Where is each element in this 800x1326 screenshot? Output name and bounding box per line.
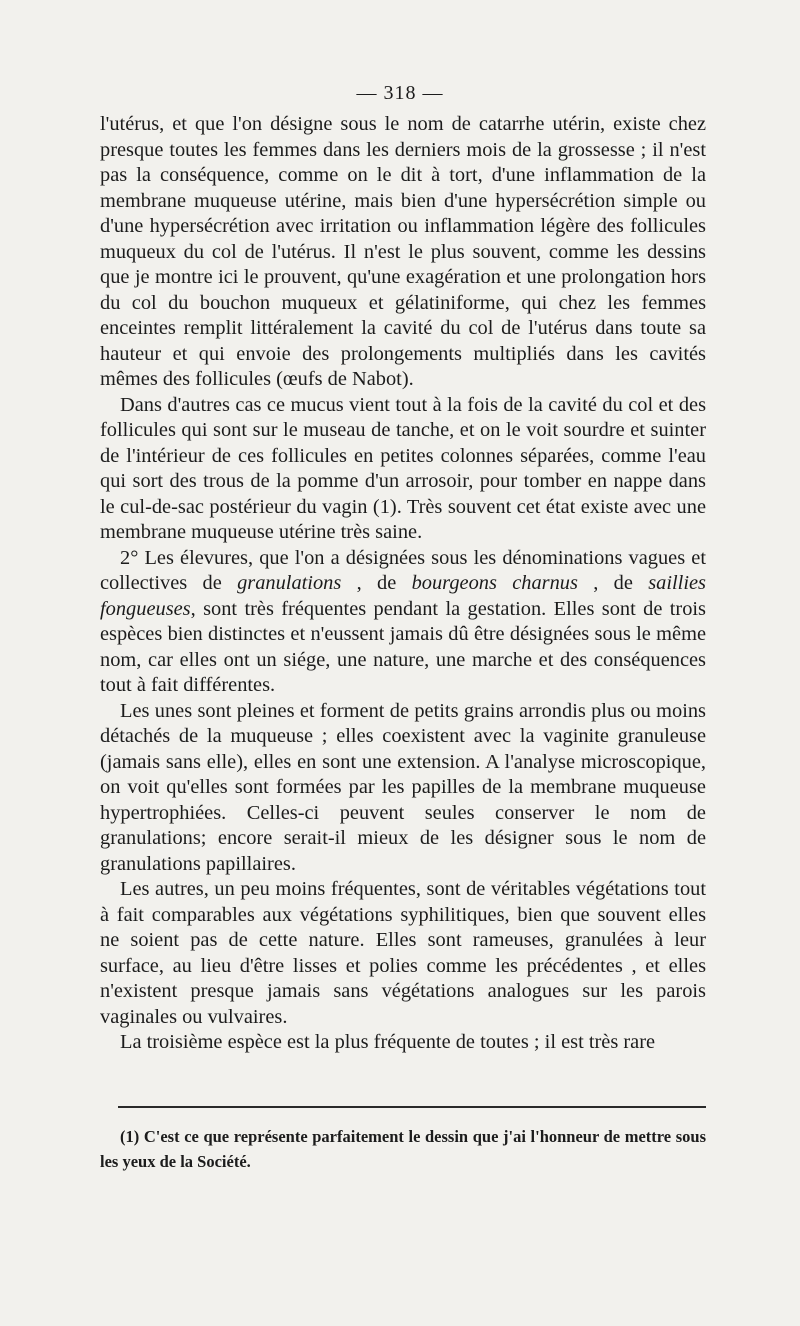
paragraph-6: La troisième espèce est la plus fréquente de toutes ; il est très rare	[120, 1031, 656, 1053]
paragraph-3-text-1: 2° Les élevures, que l'on a désignées sous les dénominations vagues et collectives de	[100, 546, 706, 594]
paragraph-4: Les unes sont pleines et forment de petits grains arrondis plus ou moins détachés de la muqueuse ; elles coexistent avec la vaginite granuleuse (jamais sans elle), elles en sont une extension. A l'analyse microscopique, on voit qu'elles sont formées par les papilles de la membrane muqueuse hypertrophiées. Celles-ci peuvent seules conserver le nom de granulations; encore serait-il mieux de les désigner sous le nom de granulations papillaires.	[100, 699, 706, 875]
footnote: (1) C'est ce que représente parfaitement le dessin que j'ai l'honneur de mettre sous les yeux de la Société.	[100, 1127, 706, 1171]
italic-granulations: granulations	[237, 572, 342, 594]
paragraph-3-text-2: , de	[341, 572, 412, 594]
page-number: — 318 —	[356, 82, 444, 104]
paragraph-5: Les autres, un peu moins fréquentes, sont de véritables végétations tout à fait comparables aux végétations syphilitiques, bien que souvent elles ne soient pas de cette nature. Elles sont rameuses, granulées à leur surface, au lieu d'être lisses et polies comme les précédentes , et elles n'existent presque jamais sans végétations analogues sur les parois vaginales ou vulvaires.	[100, 878, 706, 1028]
paragraph-3-text-3: , de	[577, 572, 649, 594]
paragraph-1: l'utérus, et que l'on désigne sous le nom de catarrhe utérin, existe chez presque toutes les femmes dans les derniers mois de la grossesse ; il n'est pas la conséquence, comme on le dit à tort, d'une inflammation de la membrane muqueuse utérine, mais bien d'une hypersécrétion simple ou d'une hypersécrétion avec irritation ou inflammation légère des follicules muqueux du col de l'utérus. Il n'est le plus souvent, comme les dessins que je montre ici le prouvent, qu'une exagération et une prolongation hors du col du bouchon muqueux et gélatiniforme, qui chez les femmes enceintes remplit littéralement la cavité du col de l'utérus dans toute sa hauteur et qui envoie des prolongements multipliés dans les cavités mêmes des follicules (œufs de Nabot).	[100, 113, 706, 390]
paragraph-2: Dans d'autres cas ce mucus vient tout à la fois de la cavité du col et des follicules qui sont sur le museau de tanche, et on le voit sourdre et suinter de l'intérieur de ces follicules en petites colonnes séparées, comme l'eau qui sort des trous de la pomme d'un arrosoir, pour tomber en nappe dans le cul-de-sac postérieur du vagin (1). Très souvent cet état existe avec une membrane muqueuse utérine très saine.	[100, 393, 706, 543]
italic-bourgeons-charnus: bourgeons charnus	[411, 572, 578, 594]
paragraph-3	[100, 546, 706, 699]
body-text	[100, 112, 706, 1056]
footnote-divider	[118, 1106, 706, 1108]
italic-saillies-fongueuses: saillies fongueuses	[100, 572, 706, 620]
paragraph-3-text-4: , sont très fréquentes pendant la gestation. Elles sont de trois espèces bien distinctes et n'eussent jamais dû être désignées sous le même nom, car elles ont un siége, une nature, une marche et des conséquences tout à fait différentes.	[100, 597, 706, 696]
